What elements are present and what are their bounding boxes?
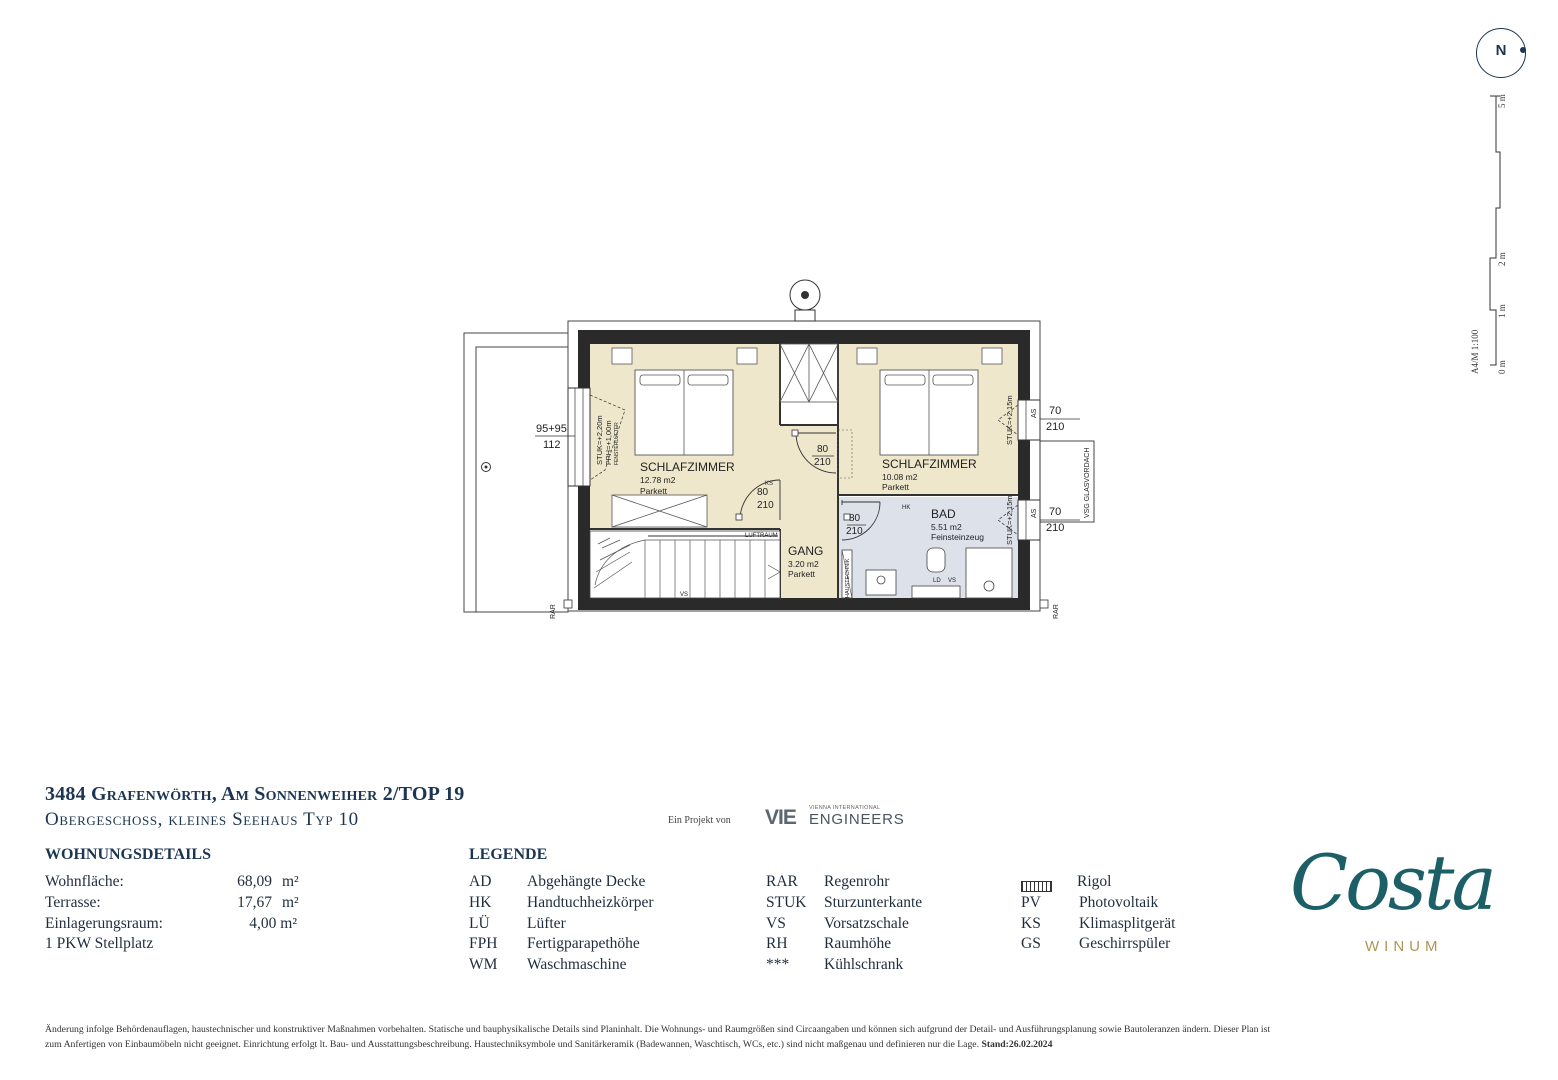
window-right-top-dim-top: 70 [1049, 405, 1062, 417]
window-left-dim-bottom: 112 [543, 439, 561, 451]
details-heading: WOHNUNGSDETAILS [45, 846, 211, 863]
page-subtitle: Obergeschoss, kleines Seehaus Typ 10 [45, 809, 359, 830]
room-floor-hall: Parkett [788, 569, 815, 579]
legend-text: Fertigparapethöhe [527, 935, 640, 952]
legend-abbr: LÜ [469, 915, 490, 932]
terrace-outline [464, 333, 568, 612]
window-right-bottom-tag: AS [1031, 508, 1038, 518]
legend-text: Vorsatzschale [824, 915, 909, 932]
disclaimer-date: Stand:26.02.2024 [981, 1038, 1053, 1050]
project-label: Ein Projekt von [668, 815, 731, 826]
legend-text: Raumhöhe [824, 935, 892, 952]
room-name-bedroom-left: SCHLAFZIMMER [640, 460, 735, 474]
room-area-bedroom-right: 10.08 m2 [882, 472, 918, 482]
label-vs-bath: VS [948, 578, 957, 584]
legend-abbr: FPH [469, 935, 498, 952]
legend-abbr: HK [469, 894, 492, 911]
label-vs-stairs: VS [680, 592, 689, 598]
scale-label-5m: 5 m [1497, 94, 1507, 108]
legend-text: Abgehängte Decke [527, 873, 646, 890]
partner-logo-small: VIENNA INTERNATIONAL [809, 805, 881, 811]
door-center-dim-top: 80 [817, 444, 829, 455]
label-glasvordach: VSG GLASVORDACH [1084, 447, 1091, 518]
north-compass [1476, 28, 1526, 78]
scale-label-2m: 2 m [1497, 252, 1507, 266]
detail-value-einlagerung: 4,00 m² [249, 915, 297, 932]
window-right-top-tag: AS [1031, 408, 1038, 418]
title-address: Grafenwörth, Am Sonnenweiher 2/TOP 19 [91, 783, 465, 805]
disclaimer [45, 1023, 1520, 1052]
legend-heading: LEGENDE [469, 846, 548, 863]
legend-text: Handtuchheizkörper [527, 894, 654, 911]
rigol-icon [1021, 877, 1052, 895]
disclaimer-line-2 [45, 1038, 1520, 1053]
label-haustechnik: HAUSTECHNIK [845, 558, 851, 598]
room-floor-bedroom-right: Parkett [882, 482, 909, 492]
window-right-top-note: STUK=+2,15m [1005, 395, 1014, 445]
legend-abbr: RAR [766, 873, 798, 890]
title-number: 3484 [45, 783, 86, 805]
door-bath-dim-bottom: 210 [846, 526, 863, 537]
page-title [45, 783, 465, 806]
legend-text: Regenrohr [824, 873, 890, 890]
window-right-bottom-note: STUK=+2,15m [1005, 495, 1014, 545]
detail-unit-terrasse: m² [282, 894, 299, 911]
brand-logo-sub: WINUM [1365, 938, 1443, 955]
window-right-top-dim-bottom: 210 [1046, 421, 1065, 433]
room-area-hall: 3.20 m2 [788, 559, 819, 569]
legend-abbr: WM [469, 956, 498, 973]
scale-label-0m: 0 m [1497, 360, 1507, 374]
disclaimer-line-2-text: zum Anfertigen von Einbaumöbeln nicht geeignet. Einrichtung erfolgt lt. Bau- und Ausstattungsbeschreibung. Haustechniksymbole und Sanitärkeramik (Badewannen, Waschtisch, WCs, etc.) sind nicht maßgenau und definieren nur die Lage. [45, 1038, 980, 1050]
legend-text: Kühlschrank [824, 956, 904, 973]
scale-label-1m: 1 m [1497, 304, 1507, 318]
compass-dot-icon [1520, 47, 1526, 53]
door-bath-dim-top: 80 [849, 513, 861, 524]
room-name-hall: GANG [788, 544, 824, 558]
window-left-dim-top: 95+95 [536, 423, 567, 435]
room-area-bedroom-left: 12.78 m2 [640, 475, 676, 485]
legend-abbr: RH [766, 935, 788, 952]
room-floor-bedroom-left: Parkett [640, 486, 667, 496]
window-left-note-fph: FPH=+1,00m [604, 420, 613, 465]
detail-value-terrasse: 17,67 [237, 894, 272, 911]
detail-label-stellplatz: 1 PKW Stellplatz [45, 935, 154, 952]
brand-logo-main: Costa [1290, 838, 1494, 927]
partner-logo [765, 804, 905, 828]
legend-abbr: GS [1021, 935, 1041, 952]
detail-value-wohnflaeche: 68,09 [237, 873, 272, 890]
legend-abbr: STUK [766, 894, 807, 911]
detail-unit-wohnflaeche: m² [282, 873, 299, 890]
detail-label-wohnflaeche: Wohnfläche: [45, 873, 124, 890]
legend-abbr: AD [469, 873, 492, 890]
legend-abbr: VS [766, 915, 786, 932]
legend-abbr: PV [1021, 894, 1041, 911]
legend-abbr: *** [766, 956, 790, 973]
north-label: N [1495, 42, 1507, 59]
room-area-bath: 5.51 m2 [931, 522, 962, 532]
scale-caption: A4/M 1:100 [1470, 329, 1480, 374]
label-rar-left: RAR [550, 604, 557, 619]
legend-text: Waschmaschine [527, 956, 627, 973]
room-name-bedroom-right: SCHLAFZIMMER [882, 457, 977, 471]
window-left-note-stuk: STUK=+2,20m [595, 415, 604, 465]
door-left-dim-bottom: 210 [757, 500, 774, 511]
door-left-dim-top: 80 [757, 487, 769, 498]
window-right-bottom-dim-top: 70 [1049, 506, 1062, 518]
door-center-dim-bottom: 210 [814, 457, 831, 468]
label-ks: KS [765, 481, 774, 487]
scale-bar [1488, 90, 1508, 375]
legend-abbr: KS [1021, 915, 1041, 932]
legend-text: Rigol [1077, 873, 1112, 890]
label-rar-right: RAR [1053, 604, 1060, 619]
detail-label-einlagerung: Einlagerungsraum: [45, 915, 163, 932]
disclaimer-line-1: Änderung infolge Behördenauflagen, haustechnischer und konstruktiver Maßnahmen vorbehalten. Statische und bauphysikalische Details sind Planinhalt. Die Wohnungs- und Raumgrößen sind Circaangaben und können sich aufgrund der Detail- und Ausführungsplanung sowie Bautoleranzen ändern. Dieser Plan ist [45, 1024, 1271, 1035]
legend-text: Sturzunterkante [824, 894, 923, 911]
window-right-bottom-dim-bottom: 210 [1046, 522, 1065, 534]
partner-logo-big: ENGINEERS [809, 811, 905, 828]
legend-text: Klimasplitgerät [1079, 915, 1176, 932]
window-left-note-luefter: FENSTERLÜFTER [614, 422, 620, 465]
detail-label-terrasse: Terrasse: [45, 894, 101, 911]
legend-text: Photovoltaik [1079, 894, 1159, 911]
partner-logo-mark: VIE [765, 806, 796, 829]
label-ld: LD [933, 578, 941, 584]
room-name-bath: BAD [931, 507, 956, 521]
legend-text: Lüfter [527, 915, 566, 932]
room-floor-bath: Feinsteinzeug [931, 532, 984, 542]
legend-text: Geschirrspüler [1079, 935, 1171, 952]
label-luftraum: LUFTRAUM [745, 533, 778, 539]
label-hk: HK [902, 505, 911, 511]
